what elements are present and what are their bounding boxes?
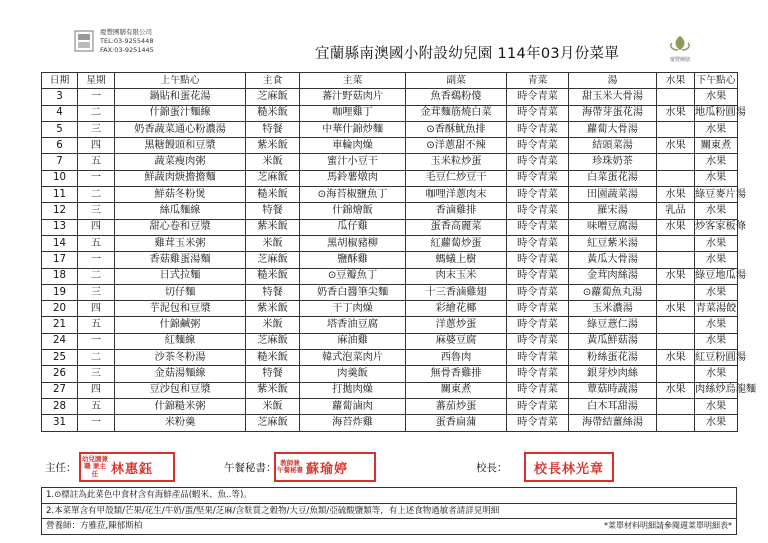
table-row	[42, 301, 738, 317]
cell-morning-snack: 什錦糙米粥	[115, 398, 246, 414]
cell-weekday: 一	[78, 333, 115, 349]
cell-vegetable: 時令青菜	[507, 203, 569, 219]
cell-side-dish: 金茸麵筋燒白菜	[406, 105, 507, 121]
cell-fruit: 水果	[657, 138, 695, 154]
cell-weekday: 一	[78, 252, 115, 268]
cell-weekday: 二	[78, 350, 115, 366]
cell-morning-snack: 芋泥包和豆漿	[115, 301, 246, 317]
cell-morning-snack: 奶香蔬菜通心粉濃湯	[115, 121, 246, 137]
cell-side-dish: 蛋香扁蒲	[406, 415, 507, 431]
cell-weekday: 一	[78, 415, 115, 431]
cell-morning-snack: 鮮菇冬粉煲	[115, 187, 246, 203]
cell-date: 11	[42, 187, 78, 203]
cell-weekday: 一	[78, 89, 115, 105]
table-row	[42, 105, 738, 121]
cell-fruit: 水果	[657, 105, 695, 121]
cell-afternoon-snack: 青菜湯餃	[695, 301, 738, 317]
cell-fruit: 水果	[657, 187, 695, 203]
header-side-dish: 副菜	[406, 73, 507, 89]
cell-main-dish: 瓜仔雞	[300, 219, 406, 235]
cell-soup: 海帶結薑絲湯	[569, 415, 657, 431]
cell-date: 31	[42, 415, 78, 431]
cell-main-dish: 干丁肉燥	[300, 301, 406, 317]
cell-main-dish: 車輪肉燥	[300, 138, 406, 154]
cell-afternoon-snack: 紅豆粉圓湯	[695, 350, 738, 366]
cell-side-dish: ⊙洋蔥甜不辣	[406, 138, 507, 154]
cell-staple: 紫米飯	[246, 138, 300, 154]
cell-soup: 金茸肉絲湯	[569, 268, 657, 284]
cell-vegetable: 時令青菜	[507, 170, 569, 186]
cell-side-dish: 無骨香雞排	[406, 366, 507, 382]
cell-weekday: 三	[78, 203, 115, 219]
cell-staple: 紫米飯	[246, 301, 300, 317]
cell-weekday: 三	[78, 366, 115, 382]
cell-date: 17	[42, 252, 78, 268]
cell-staple: 米飯	[246, 317, 300, 333]
cell-main-dish: 奶香白醬筆尖麵	[300, 284, 406, 300]
table-row	[42, 284, 738, 300]
cell-soup: 甜玉米大骨湯	[569, 89, 657, 105]
cell-staple: 特餐	[246, 366, 300, 382]
cell-fruit	[657, 252, 695, 268]
table-row	[42, 382, 738, 398]
table-row	[42, 170, 738, 186]
cell-date: 21	[42, 317, 78, 333]
cell-afternoon-snack: 炒客家板條	[695, 219, 738, 235]
cell-staple: 芝麻飯	[246, 89, 300, 105]
cell-afternoon-snack: 綠豆地瓜湯	[695, 268, 738, 284]
page-title: 宜蘭縣南澳國小附設幼兒園 114年03月份菜單	[315, 46, 620, 62]
cell-soup: ⊙蘿蔔魚丸湯	[569, 284, 657, 300]
table-row	[42, 187, 738, 203]
cell-side-dish: 毛豆仁炒豆干	[406, 170, 507, 186]
cell-soup: 珍珠奶茶	[569, 154, 657, 170]
cell-morning-snack: 蔬菜瘦肉粥	[115, 154, 246, 170]
cell-afternoon-snack: 關東煮	[695, 138, 738, 154]
cell-soup: 銀芽炒肉絲	[569, 366, 657, 382]
cell-date: 19	[42, 284, 78, 300]
header-weekday: 星期	[78, 73, 115, 89]
cell-soup: 結頭菜湯	[569, 138, 657, 154]
cell-afternoon-snack: 綠豆麥片湯	[695, 187, 738, 203]
cell-fruit	[657, 284, 695, 300]
cell-vegetable: 時令青菜	[507, 333, 569, 349]
company-tel: TEL:03-9255448	[100, 37, 154, 45]
cell-staple: 特餐	[246, 121, 300, 137]
cell-vegetable: 時令青菜	[507, 105, 569, 121]
cell-staple: 芝麻飯	[246, 415, 300, 431]
cell-side-dish: 十三香滷雞翅	[406, 284, 507, 300]
cell-afternoon-snack: 水果	[695, 203, 738, 219]
cell-morning-snack: 什錦蛋汁麵線	[115, 105, 246, 121]
table-row	[42, 121, 738, 137]
cell-fruit	[657, 317, 695, 333]
secretary-stamp-title: 教師兼 午餐秘書	[277, 458, 303, 474]
cell-morning-snack: 日式拉麵	[115, 268, 246, 284]
table-row	[42, 154, 738, 170]
cell-side-dish: 關東煮	[406, 382, 507, 398]
cell-morning-snack: 豆沙包和豆漿	[115, 382, 246, 398]
leaf-logo-icon	[666, 34, 694, 52]
cell-morning-snack: 香菇雞蛋湯麵	[115, 252, 246, 268]
cell-date: 10	[42, 170, 78, 186]
cell-morning-snack: 切仔麵	[115, 284, 246, 300]
cell-weekday: 三	[78, 121, 115, 137]
cell-side-dish: 洋蔥炒蛋	[406, 317, 507, 333]
cell-morning-snack: 鍋貼和蛋花湯	[115, 89, 246, 105]
menu-table	[41, 72, 757, 432]
secretary-stamp	[274, 452, 376, 482]
cell-main-dish: 什錦燴飯	[300, 203, 406, 219]
cell-side-dish: ⊙香酥魷魚排	[406, 121, 507, 137]
cell-fruit: 水果	[657, 219, 695, 235]
principal-stamp	[524, 452, 614, 482]
cell-afternoon-snack: 水果	[695, 284, 738, 300]
cell-vegetable: 時令青菜	[507, 301, 569, 317]
cell-staple: 芝麻飯	[246, 333, 300, 349]
table-row	[42, 268, 738, 284]
company-info	[100, 28, 154, 55]
cell-afternoon-snack: 水果	[695, 366, 738, 382]
cell-weekday: 二	[78, 187, 115, 203]
cell-fruit	[657, 398, 695, 414]
dietitian: 營養師：方雅菈,陳郁斯柏	[46, 521, 143, 532]
cell-soup: 綠豆薏仁湯	[569, 317, 657, 333]
company-fax: FAX:03-9251445	[100, 46, 154, 54]
table-row	[42, 350, 738, 366]
table-row	[42, 398, 738, 414]
secretary-stamp-name: 蘇瑜婷	[306, 461, 349, 477]
cell-soup: 黃瓜鮮菇湯	[569, 333, 657, 349]
company-logo-icon	[74, 30, 94, 52]
cell-date: 24	[42, 333, 78, 349]
cell-side-dish: 西魯肉	[406, 350, 507, 366]
cell-fruit: 水果	[657, 301, 695, 317]
cell-date: 3	[42, 89, 78, 105]
cell-weekday: 四	[78, 382, 115, 398]
brand-logo-text: 慶豐團膳	[669, 57, 690, 63]
cell-morning-snack: 雞茸玉米粥	[115, 235, 246, 251]
cell-morning-snack: 金菇湯麵線	[115, 366, 246, 382]
cell-vegetable: 時令青菜	[507, 415, 569, 431]
cell-main-dish: 蜜汁小豆干	[300, 154, 406, 170]
secretary-label: 午餐秘書：	[224, 462, 277, 474]
table-row	[42, 415, 738, 431]
cell-side-dish: 玉米粒炒蛋	[406, 154, 507, 170]
cell-side-dish: 咖哩洋蔥肉末	[406, 187, 507, 203]
cell-vegetable: 時令青菜	[507, 382, 569, 398]
reference-note: *菜單材料明細請參閱週菜單明細表*	[604, 521, 732, 531]
cell-date: 18	[42, 268, 78, 284]
table-row	[42, 203, 738, 219]
cell-side-dish: 紅蘿蔔炒蛋	[406, 235, 507, 251]
table-header-row	[42, 73, 738, 89]
cell-soup: 羅宋湯	[569, 203, 657, 219]
cell-staple: 紫米飯	[246, 219, 300, 235]
director-label: 主任：	[45, 462, 77, 474]
cell-staple: 特餐	[246, 284, 300, 300]
signature-row	[41, 448, 737, 484]
cell-vegetable: 時令青菜	[507, 89, 569, 105]
header-vegetable: 青菜	[507, 73, 569, 89]
note-seafood: 1.⊙標註為此菜色中食材含有海鮮產品(蝦米、魚..等)。	[42, 488, 737, 504]
cell-date: 6	[42, 138, 78, 154]
cell-fruit	[657, 333, 695, 349]
cell-vegetable: 時令青菜	[507, 219, 569, 235]
cell-soup: 白菜蛋花湯	[569, 170, 657, 186]
cell-weekday: 三	[78, 284, 115, 300]
header-morning-snack: 上午點心	[115, 73, 246, 89]
cell-vegetable: 時令青菜	[507, 366, 569, 382]
director-stamp-title: 幼兒園兼職 兼主任	[82, 454, 108, 478]
cell-afternoon-snack: 水果	[695, 252, 738, 268]
cell-morning-snack: 什錦鹹粥	[115, 317, 246, 333]
company-name: 慶豐團膳有限公司	[100, 28, 152, 36]
cell-afternoon-snack: 水果	[695, 415, 738, 431]
cell-soup: 白木耳甜湯	[569, 398, 657, 414]
cell-fruit	[657, 170, 695, 186]
cell-fruit: 乳品	[657, 203, 695, 219]
table-row	[42, 138, 738, 154]
cell-soup: 田園蔬菜湯	[569, 187, 657, 203]
cell-date: 4	[42, 105, 78, 121]
cell-date: 14	[42, 235, 78, 251]
cell-main-dish: 海苔炸雞	[300, 415, 406, 431]
cell-fruit	[657, 89, 695, 105]
cell-main-dish: 蕃汁野菇肉片	[300, 89, 406, 105]
header-date: 日期	[42, 73, 78, 89]
principal-stamp-name: 校長林光章	[533, 461, 604, 477]
brand-logo	[666, 34, 694, 63]
cell-date: 20	[42, 301, 78, 317]
cell-fruit	[657, 154, 695, 170]
table-row	[42, 366, 738, 382]
cell-side-dish: 麻婆豆腐	[406, 333, 507, 349]
cell-vegetable: 時令青菜	[507, 138, 569, 154]
cell-main-dish: 打拋肉燥	[300, 382, 406, 398]
cell-fruit: 水果	[657, 268, 695, 284]
note-dietitian-row	[42, 519, 737, 535]
cell-staple: 米飯	[246, 398, 300, 414]
cell-date: 13	[42, 219, 78, 235]
cell-soup: 蕈菇時蔬湯	[569, 382, 657, 398]
cell-main-dish: 馬鈴薯燉肉	[300, 170, 406, 186]
cell-soup: 海帶芽蛋花湯	[569, 105, 657, 121]
cell-weekday: 五	[78, 317, 115, 333]
table-row	[42, 219, 738, 235]
cell-afternoon-snack: 水果	[695, 89, 738, 105]
cell-vegetable: 時令青菜	[507, 154, 569, 170]
cell-date: 28	[42, 398, 78, 414]
cell-main-dish: 麻油雞	[300, 333, 406, 349]
cell-afternoon-snack: 水果	[695, 170, 738, 186]
cell-soup: 黃瓜大骨湯	[569, 252, 657, 268]
cell-date: 25	[42, 350, 78, 366]
cell-fruit	[657, 235, 695, 251]
cell-side-dish: 蛋香高麗菜	[406, 219, 507, 235]
principal-label: 校長：	[476, 462, 508, 474]
cell-side-dish: 肉末玉米	[406, 268, 507, 284]
cell-date: 26	[42, 366, 78, 382]
cell-afternoon-snack: 水果	[695, 235, 738, 251]
cell-date: 5	[42, 121, 78, 137]
header-main-dish: 主菜	[300, 73, 406, 89]
cell-side-dish: 魚香鷄粉傻	[406, 89, 507, 105]
cell-main-dish: ⊙豆瓣魚丁	[300, 268, 406, 284]
cell-afternoon-snack: 水果	[695, 317, 738, 333]
cell-weekday: 四	[78, 219, 115, 235]
cell-side-dish: 蕃茄炒蛋	[406, 398, 507, 414]
cell-weekday: 四	[78, 301, 115, 317]
cell-vegetable: 時令青菜	[507, 398, 569, 414]
cell-morning-snack: 絲瓜麵線	[115, 203, 246, 219]
cell-staple: 糙米飯	[246, 268, 300, 284]
cell-staple: 糙米飯	[246, 350, 300, 366]
cell-staple: 特餐	[246, 203, 300, 219]
cell-soup: 玉米濃湯	[569, 301, 657, 317]
cell-morning-snack: 米粉羹	[115, 415, 246, 431]
cell-afternoon-snack: 水果	[695, 121, 738, 137]
cell-vegetable: 時令青菜	[507, 187, 569, 203]
cell-afternoon-snack: 地瓜粉圓湯	[695, 105, 738, 121]
director-stamp-name: 林惠鈺	[111, 461, 154, 477]
cell-vegetable: 時令青菜	[507, 350, 569, 366]
header-staple: 主食	[246, 73, 300, 89]
cell-weekday: 五	[78, 154, 115, 170]
table-row	[42, 235, 738, 251]
cell-soup: 蘿蔔大骨湯	[569, 121, 657, 137]
cell-morning-snack: 紅麵線	[115, 333, 246, 349]
cell-weekday: 二	[78, 268, 115, 284]
cell-fruit: 水果	[657, 382, 695, 398]
cell-staple: 芝麻飯	[246, 170, 300, 186]
cell-main-dish: 中華什錦炒麵	[300, 121, 406, 137]
cell-main-dish: 肉羹飯	[300, 366, 406, 382]
cell-fruit: 水果	[657, 350, 695, 366]
table-row	[42, 333, 738, 349]
cell-staple: 糙米飯	[246, 105, 300, 121]
cell-staple: 米飯	[246, 235, 300, 251]
cell-soup: 粉絲蛋花湯	[569, 350, 657, 366]
cell-soup: 紅豆紫米湯	[569, 235, 657, 251]
cell-side-dish: 螞蟻上樹	[406, 252, 507, 268]
header-afternoon-snack: 下午點心	[695, 73, 738, 89]
cell-weekday: 二	[78, 105, 115, 121]
cell-date: 27	[42, 382, 78, 398]
cell-afternoon-snack: 水果	[695, 154, 738, 170]
header-soup: 湯	[569, 73, 657, 89]
cell-vegetable: 時令青菜	[507, 252, 569, 268]
cell-main-dish: 塔香油豆腐	[300, 317, 406, 333]
cell-main-dish: 蘿蔔滷肉	[300, 398, 406, 414]
header-fruit: 水果	[657, 73, 695, 89]
cell-vegetable: 時令青菜	[507, 235, 569, 251]
cell-main-dish: ⊙海苔椒鹽魚丁	[300, 187, 406, 203]
cell-staple: 糙米飯	[246, 187, 300, 203]
note-allergens: 2.本菜單含有甲殼類/芒果/花生/牛奶/蛋/堅果/芝麻/含麩質之穀物/大豆/魚類/亞硫酸鹽類等，有上述食物過敏者請詳見明細	[42, 503, 737, 519]
table-row	[42, 317, 738, 333]
cell-main-dish: 咖哩雞丁	[300, 105, 406, 121]
cell-fruit	[657, 121, 695, 137]
cell-afternoon-snack: 水果	[695, 333, 738, 349]
cell-main-dish: 鹽酥雞	[300, 252, 406, 268]
cell-staple: 紫米飯	[246, 382, 300, 398]
cell-vegetable: 時令青菜	[507, 121, 569, 137]
cell-main-dish: 韓式泡菜肉片	[300, 350, 406, 366]
cell-weekday: 四	[78, 138, 115, 154]
menu-body	[42, 89, 757, 431]
table-row	[42, 252, 738, 268]
cell-vegetable: 時令青菜	[507, 317, 569, 333]
cell-vegetable: 時令青菜	[507, 284, 569, 300]
cell-afternoon-snack: 肉絲炒烏龍麵	[695, 382, 738, 398]
cell-morning-snack: 甜心卷和豆漿	[115, 219, 246, 235]
cell-morning-snack: 沙茶冬粉湯	[115, 350, 246, 366]
cell-staple: 米飯	[246, 154, 300, 170]
cell-morning-snack: 黑糖饅頭和豆漿	[115, 138, 246, 154]
table-row	[42, 89, 738, 105]
cell-date: 12	[42, 203, 78, 219]
cell-main-dish: 黑胡椒豬柳	[300, 235, 406, 251]
cell-side-dish: 彩繪花椰	[406, 301, 507, 317]
cell-soup: 味噌豆腐湯	[569, 219, 657, 235]
cell-fruit	[657, 366, 695, 382]
cell-staple: 芝麻飯	[246, 252, 300, 268]
cell-afternoon-snack: 水果	[695, 398, 738, 414]
cell-weekday: 一	[78, 170, 115, 186]
cell-date: 7	[42, 154, 78, 170]
cell-fruit	[657, 415, 695, 431]
director-stamp	[79, 452, 175, 482]
cell-side-dish: 香滷雞排	[406, 203, 507, 219]
notes-table	[41, 487, 737, 535]
cell-vegetable: 時令青菜	[507, 268, 569, 284]
cell-weekday: 五	[78, 235, 115, 251]
cell-morning-snack: 鮮蔬肉焿擔擔麵	[115, 170, 246, 186]
cell-weekday: 五	[78, 398, 115, 414]
